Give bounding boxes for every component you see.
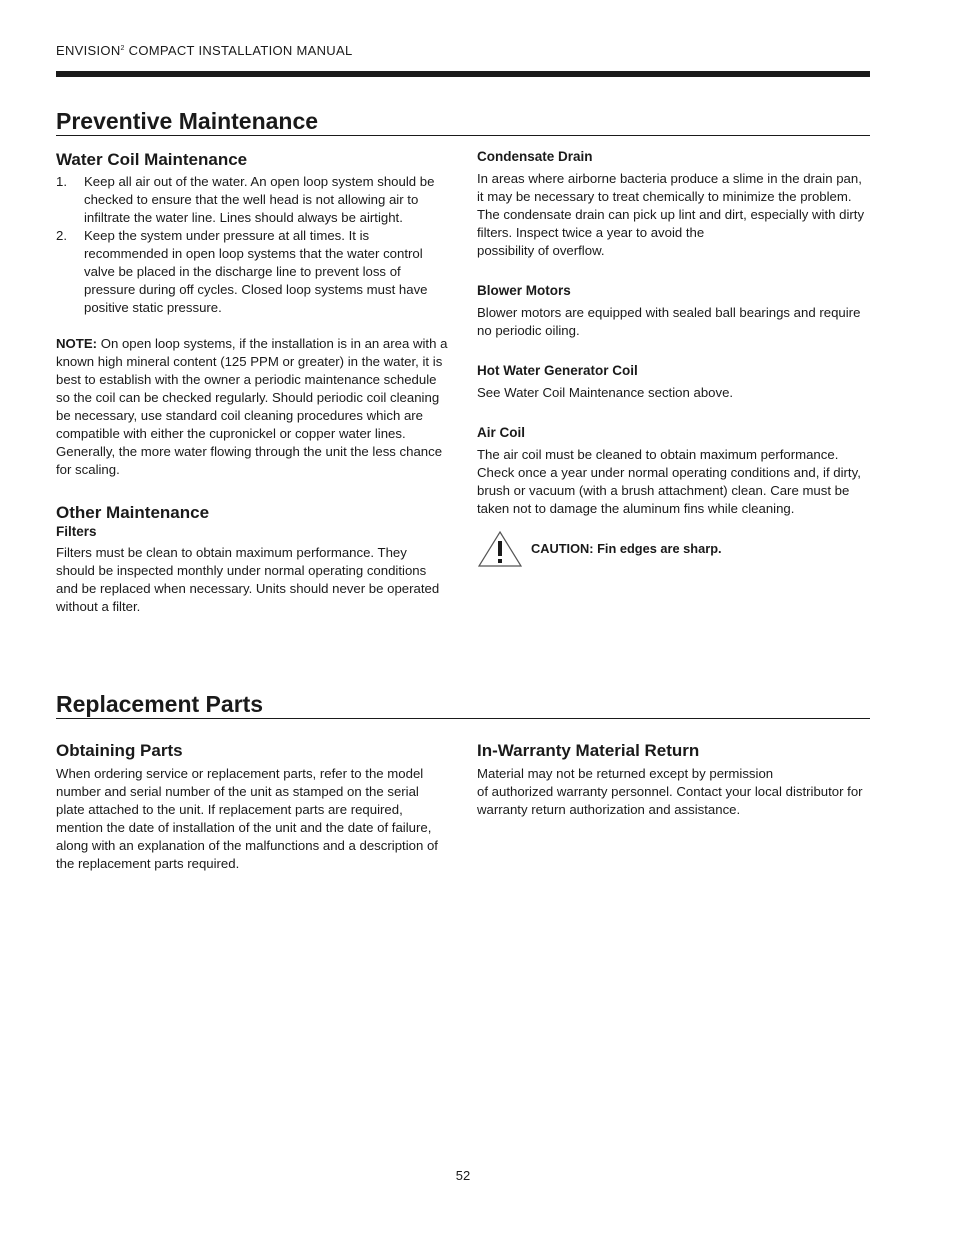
note-paragraph	[56, 335, 449, 479]
note-label: NOTE:	[56, 336, 98, 351]
header-title: COMPACT INSTALLATION MANUAL	[124, 43, 353, 58]
page-number: 52	[455, 1168, 471, 1183]
blower-heading: Blower Motors	[477, 283, 571, 298]
condensate-text: In areas where airborne bacteria produce a slime in the drain pan, it may be necessary to treat chemically to minimize the problem. The condensate drain can pick up lint and dirt, especially with dirty filters. Inspect twice a year to avoid the	[477, 171, 865, 240]
section-title-replacement: Replacement Parts	[56, 691, 870, 719]
blower-text: Blower motors are equipped with sealed ball bearings and require no periodic oiling.	[477, 305, 861, 338]
condensate-text-continued: possibility of overflow.	[477, 243, 605, 258]
header-brand: ENVISION	[56, 43, 121, 58]
warranty-text: Material may not be returned except by permission	[477, 766, 774, 781]
filters-heading: Filters	[56, 524, 97, 539]
running-header	[56, 43, 352, 58]
warning-triangle-icon	[477, 530, 523, 568]
note-text: On open loop systems, if the installation is in an area with a known high mineral content (125 PPM or greater) in the water, it is best to establish with the owner a periodic maintenance schedule so the coil can be checked regularly. Should periodic coil cleaning be necessary, use standard coil cleaning procedures which are compatible with either the cupronickel or copper water lines. Generally, the more water flowing through the unit the less chance for scaling.	[56, 336, 448, 477]
replacement-left-column	[56, 741, 449, 873]
condensate-heading: Condensate Drain	[477, 149, 593, 164]
replacement-right-column	[477, 741, 870, 819]
obtaining-parts-heading: Obtaining Parts	[56, 741, 183, 760]
caution-notice	[477, 530, 870, 568]
header-superscript: 2	[120, 45, 125, 52]
warranty-text-continued: of authorized warranty personnel. Contact your local distributor for warranty return authorization and assistance.	[477, 784, 863, 817]
caution-text: CAUTION: Fin edges are sharp.	[531, 541, 722, 556]
water-coil-list	[56, 173, 449, 317]
warranty-heading: In-Warranty Material Return	[477, 741, 700, 760]
list-text: Keep all air out of the water. An open loop system should be checked to ensure that the well head is not allowing air to infiltrate the water line. Lines should always be airtight.	[84, 174, 435, 225]
filters-text: Filters must be clean to obtain maximum performance. They should be inspected monthly under normal operating conditions and be replaced when necessary. Units should never be operated without a filter.	[56, 545, 440, 614]
header-rule	[56, 71, 870, 77]
obtaining-parts-text: When ordering service or replacement parts, refer to the model number and serial number of the unit as stamped on the serial plate attached to the unit. If replacement parts are required, mention the date of installation of the unit and the date of failure, along with an explanation of the malfunctions and a description of the replacement parts required.	[56, 766, 438, 871]
list-item	[56, 227, 449, 317]
list-text: Keep the system under pressure at all times. It is recommended in open loop systems that the water control valve be placed in the discharge line to prevent loss of pressure during off cycles. Closed loop systems must have positive static pressure.	[84, 228, 428, 315]
water-coil-heading: Water Coil Maintenance	[56, 150, 248, 169]
list-item	[56, 173, 449, 227]
air-coil-heading: Air Coil	[477, 425, 526, 440]
hot-water-heading: Hot Water Generator Coil	[477, 363, 638, 378]
section-title-preventive: Preventive Maintenance	[56, 108, 870, 136]
hot-water-text: See Water Coil Maintenance section above.	[477, 385, 734, 400]
preventive-right-column	[477, 148, 870, 568]
other-maintenance-heading: Other Maintenance	[56, 503, 210, 522]
air-coil-text: The air coil must be cleaned to obtain maximum performance. Check once a year under normal operating conditions and, if dirty, brush or vacuum (with a brush attachment) clean. Care must be taken not to damage the aluminum fins while cleaning.	[477, 447, 861, 516]
list-number: 1.	[56, 174, 67, 189]
list-number: 2.	[56, 228, 67, 243]
preventive-left-column	[56, 150, 449, 616]
